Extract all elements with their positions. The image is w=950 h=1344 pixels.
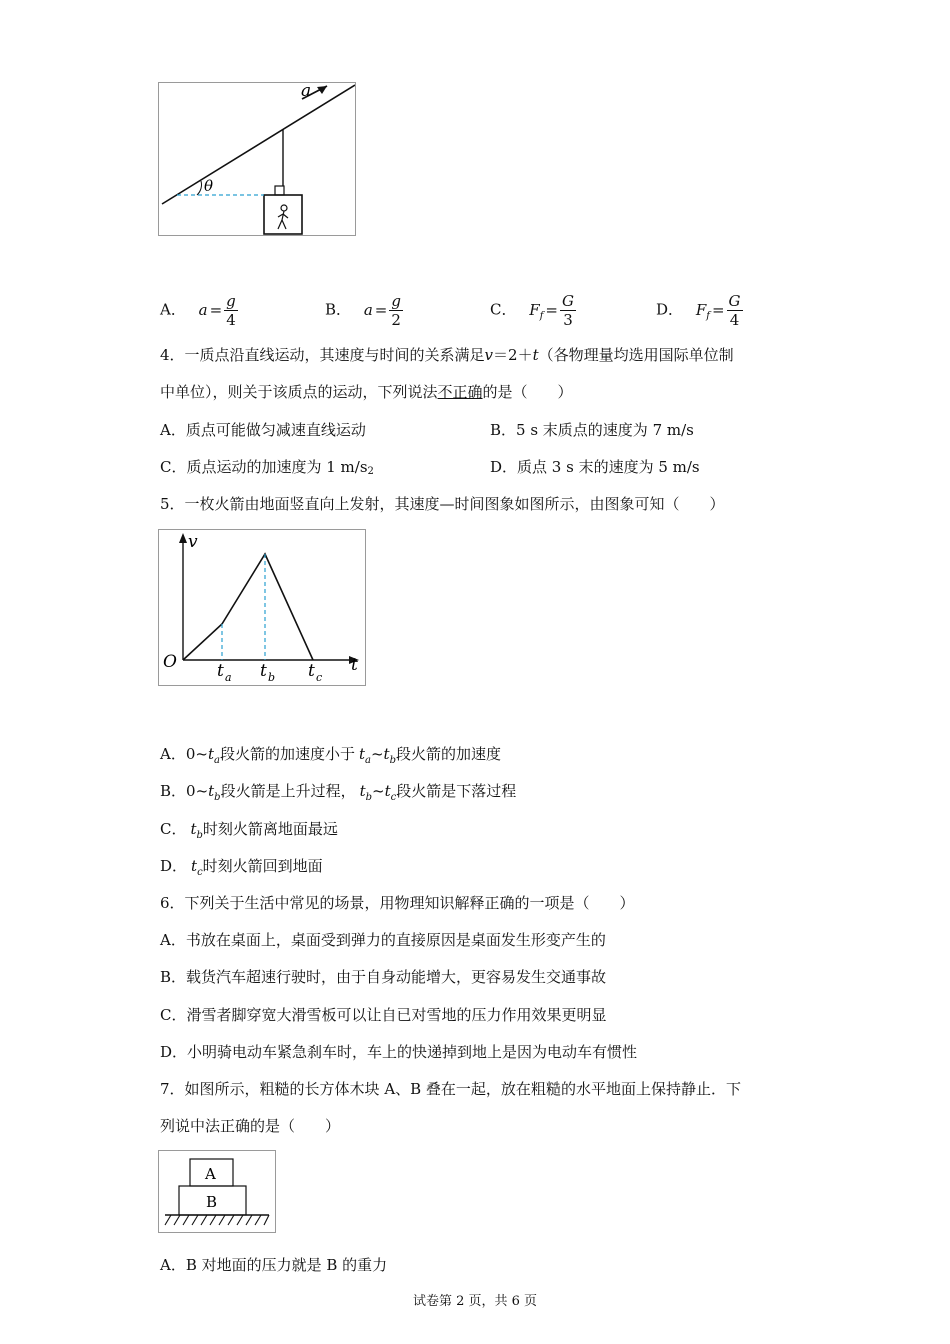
q5-stem: 5．一枚火箭由地面竖直向上发射，其速度—时间图象如图所示，由图象可知（ ） (160, 495, 725, 513)
q3-option-c[interactable]: C． $F_f$ = $\frac{G}{3}$ (490, 292, 574, 329)
angle-label: θ (204, 177, 214, 195)
block-a-label: A (205, 1165, 216, 1183)
svg-text:t: t (260, 661, 267, 681)
ground-hatching (165, 1215, 269, 1225)
q4-stem-line2: 中单位），则关于该质点的运动，下列说法不正确的是（ ） (160, 383, 573, 401)
fraction: $\frac{G}{3}$ (561, 292, 574, 329)
person-icon (278, 205, 288, 229)
q5-option-d[interactable]: D． $t_c$时刻火箭回到地面 (160, 857, 323, 878)
block-b-label: B (206, 1193, 218, 1211)
q3-option-a[interactable]: A． a = $\frac{g}{4}$ (160, 292, 236, 329)
svg-text:t: t (351, 655, 358, 675)
q6-option-d[interactable]: D．小明骑电动车紧急刹车时，车上的快递掉到地上是因为电动车有惯性 (160, 1043, 638, 1061)
q6-option-b[interactable]: B．载货汽车超速行驶时，由于自身动能增大，更容易发生交通事故 (160, 968, 607, 986)
q4-stem-line1: 4．一质点沿直线运动，其速度与时间的关系满足v＝2＋t（各物理量均选用国际单位制 (160, 346, 734, 364)
q4-option-a[interactable]: A．质点可能做匀减速直线运动 (160, 421, 366, 439)
acceleration-label: a (301, 83, 312, 101)
svg-text:t: t (308, 661, 315, 681)
fraction: $\frac{g}{2}$ (391, 292, 401, 329)
q5-option-c[interactable]: C． $t_b$时刻火箭离地面最远 (160, 820, 338, 841)
q6-stem: 6．下列关于生活中常见的场景，用物理知识解释正确的一项是（ ） (160, 894, 635, 912)
svg-text:a: a (225, 671, 232, 684)
q6-option-c[interactable]: C．滑雪者脚穿宽大滑雪板可以让自已对雪地的压力作用效果更明显 (160, 1006, 607, 1024)
velocity-time-graph (159, 530, 365, 685)
q7-stem-line1: 7．如图所示，粗糙的长方体木块 A、B 叠在一起，放在粗糙的水平地面上保持静止．下 (160, 1080, 741, 1098)
velocity-time-graph-figure (158, 529, 366, 686)
q7-option-a[interactable]: A．B 对地面的压力就是 B 的重力 (160, 1256, 388, 1274)
stacked-blocks-figure (158, 1150, 276, 1233)
fraction: $\frac{g}{4}$ (226, 292, 236, 329)
svg-text:v: v (188, 532, 198, 552)
svg-text:b: b (268, 671, 276, 684)
emphasis-underline: 不正确 (437, 383, 483, 401)
fraction: $\frac{G}{4}$ (728, 292, 741, 329)
stacked-blocks-diagram (159, 1151, 275, 1232)
q3-option-b[interactable]: B． a = $\frac{g}{2}$ (325, 292, 401, 329)
incline-elevator-diagram (159, 83, 355, 235)
svg-text:O: O (163, 652, 177, 672)
incline-elevator-figure (158, 82, 356, 236)
q4-option-d[interactable]: D．质点 3 s 末的速度为 5 m/s (490, 458, 700, 476)
q6-option-a[interactable]: A．书放在桌面上，桌面受到弹力的直接原因是桌面发生形变产生的 (160, 931, 606, 949)
page-footer: 试卷第 2 页，共 6 页 (412, 1294, 538, 1309)
q4-option-b[interactable]: B．5 s 末质点的速度为 7 m/s (490, 421, 694, 439)
q5-option-a[interactable]: A．$0\sim t_a$段火箭的加速度小于 $t_a\sim t_b$段火箭的加速度 (160, 745, 501, 766)
q4-option-c[interactable]: C．质点运动的加速度为 1 m/s2 (160, 458, 374, 477)
svg-text:c: c (316, 671, 323, 684)
svg-text:t: t (217, 661, 224, 681)
q3-option-d[interactable]: D． $F_f$ = $\frac{G}{4}$ (656, 292, 741, 329)
q7-stem-line2: 列说中法正确的是（ ） (160, 1117, 341, 1135)
q5-option-b[interactable]: B．$0\sim t_b$段火箭是上升过程， $t_b\sim t_c$段火箭是下落过程 (160, 782, 517, 803)
